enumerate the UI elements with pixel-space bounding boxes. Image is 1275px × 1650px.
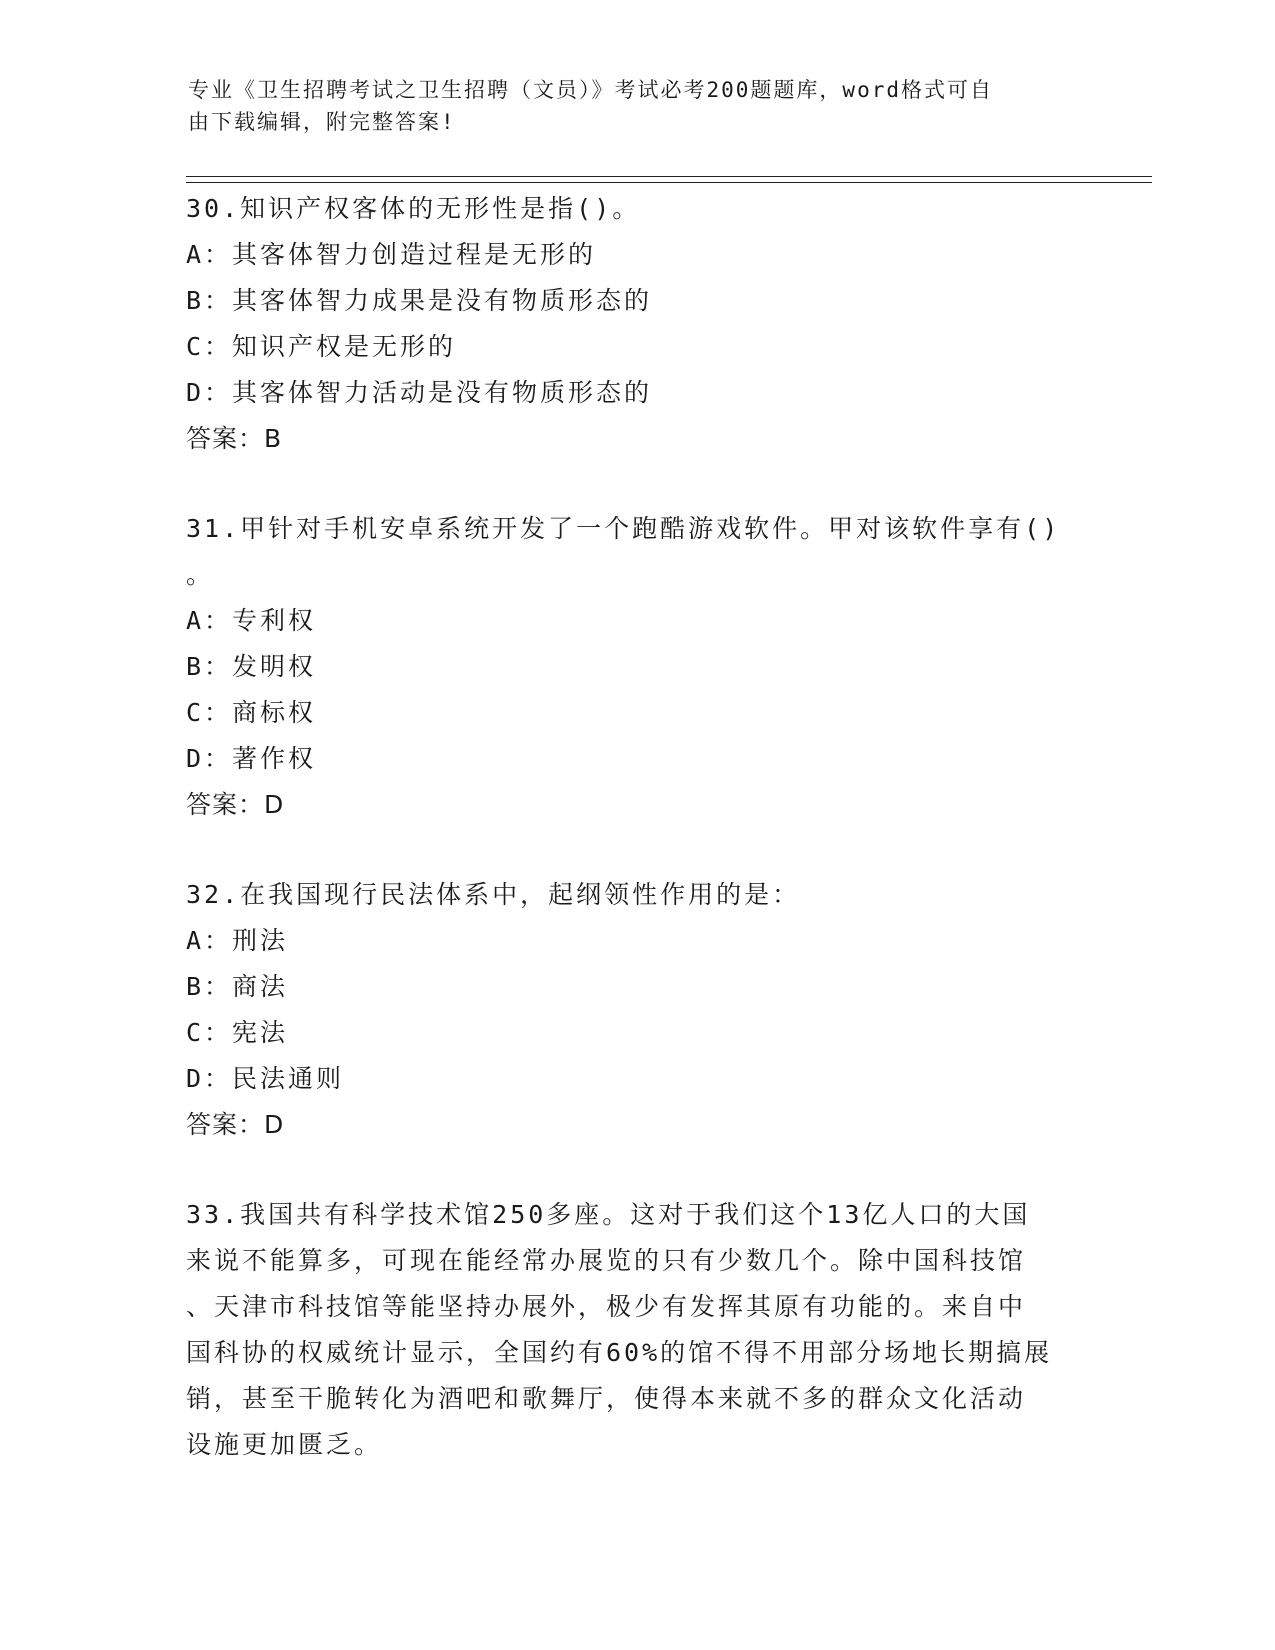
option-b: B：其客体智力成果是没有物质形态的 (186, 286, 653, 315)
option-c: C：知识产权是无形的 (186, 332, 457, 361)
spacer (186, 828, 1086, 872)
option-a: A：其客体智力创造过程是无形的 (186, 240, 597, 269)
option-d: D：其客体智力活动是没有物质形态的 (186, 378, 653, 407)
option-a: A：专利权 (186, 606, 317, 635)
passage-line: 销，甚至干脆转化为酒吧和歌舞厅，使得本来就不多的群众文化活动 (186, 1384, 1027, 1413)
header-line-2: 由下载编辑，附完整答案! (188, 110, 456, 134)
question-stem: 30.知识产权客体的无形性是指()。 (186, 194, 641, 223)
question-stem-continuation: 。 (186, 560, 215, 589)
passage-line: 、天津市科技馆等能坚持办展外，极少有发挥其原有功能的。来自中 (186, 1292, 1027, 1321)
answer-label: 答案：D (186, 790, 285, 819)
option-b: B：商法 (186, 972, 289, 1001)
question-33 (186, 1192, 1086, 1468)
document-header (188, 74, 1068, 138)
option-a: A：刑法 (186, 926, 289, 955)
option-b: B：发明权 (186, 652, 317, 681)
question-stem: 32.在我国现行民法体系中，起纲领性作用的是： (186, 880, 801, 909)
passage-line: 设施更加匮乏。 (186, 1430, 383, 1459)
spacer (186, 462, 1086, 506)
passage-line: 33.我国共有科学技术馆250多座。这对于我们这个13亿人口的大国 (186, 1200, 1031, 1229)
passage-line: 来说不能算多，可现在能经常办展览的只有少数几个。除中国科技馆 (186, 1246, 1027, 1275)
option-d: D：著作权 (186, 744, 317, 773)
question-30 (186, 186, 1086, 462)
answer-label: 答案：D (186, 1110, 285, 1139)
option-c: C：宪法 (186, 1018, 289, 1047)
option-d: D：民法通则 (186, 1064, 345, 1093)
question-list (186, 186, 1086, 1468)
passage-line: 国科协的权威统计显示，全国约有60%的馆不得不用部分场地长期搞展 (186, 1338, 1053, 1367)
spacer (186, 1148, 1086, 1192)
question-stem: 31.甲针对手机安卓系统开发了一个跑酷游戏软件。甲对该软件享有() (186, 514, 1061, 543)
answer-label: 答案：B (186, 424, 283, 453)
question-31 (186, 506, 1086, 828)
header-line-1: 专业《卫生招聘考试之卫生招聘（文员）》考试必考200题题库，word格式可自 (188, 78, 993, 102)
option-c: C：商标权 (186, 698, 317, 727)
question-32 (186, 872, 1086, 1148)
header-divider (186, 176, 1152, 183)
